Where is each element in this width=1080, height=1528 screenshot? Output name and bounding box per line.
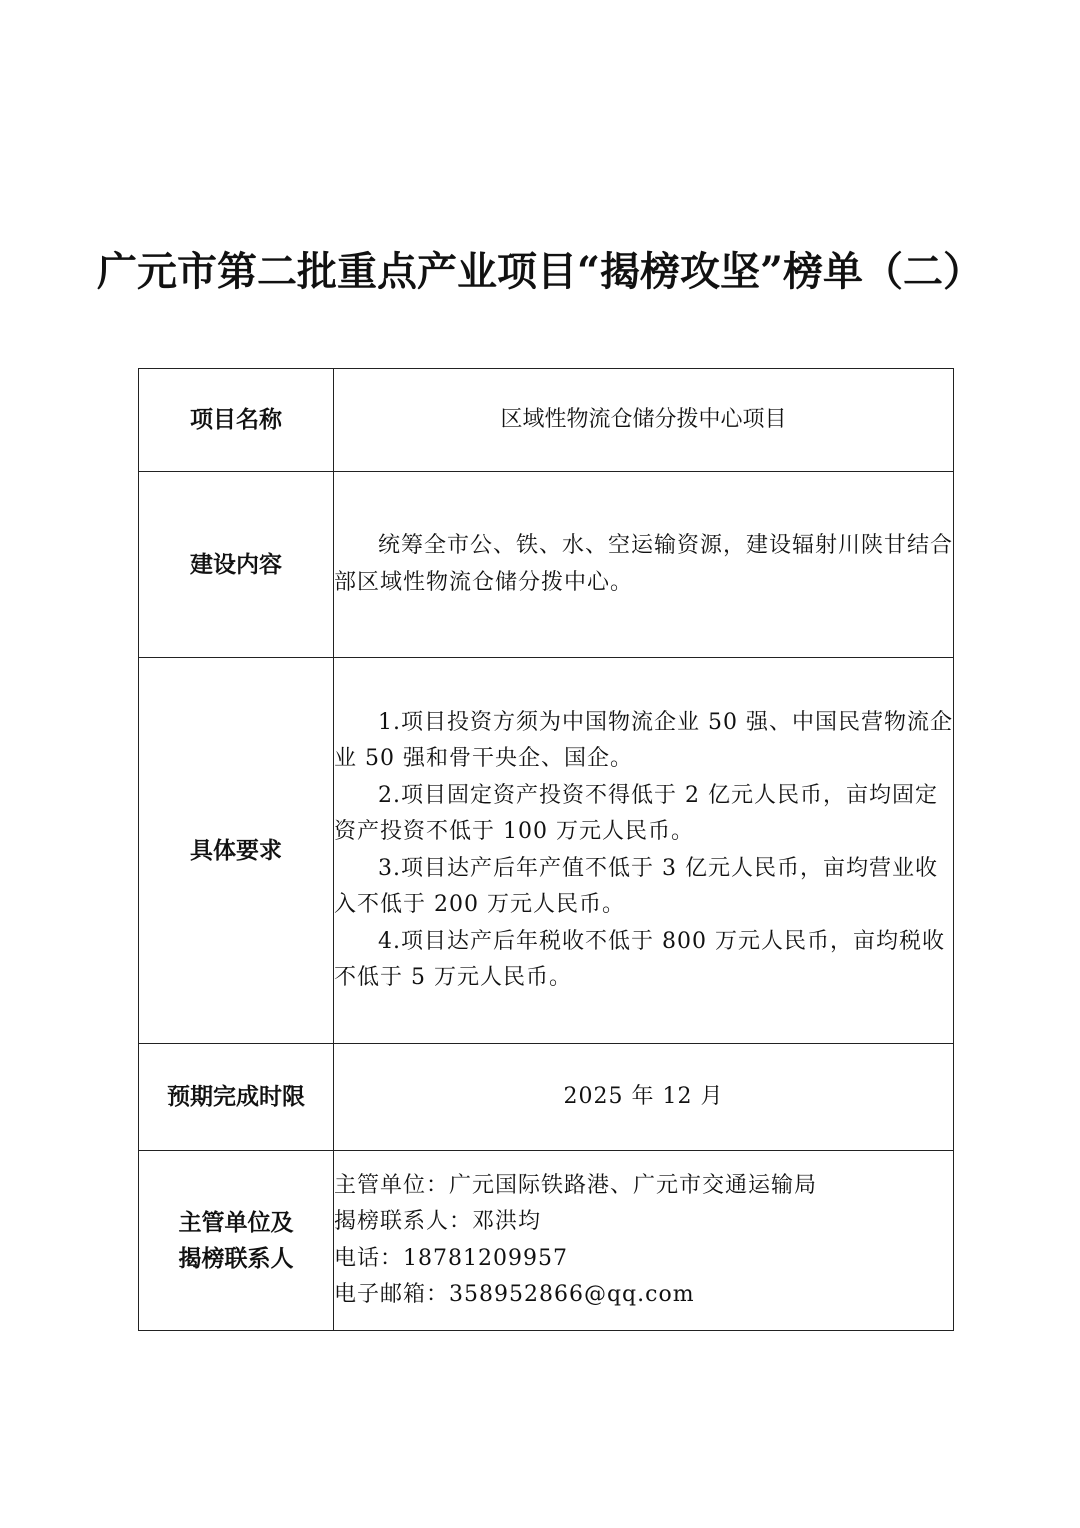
page-title: 广元市第二批重点产业项目“揭榜攻坚”榜单（二） [96, 248, 983, 295]
value-contact [334, 1151, 954, 1331]
label-requirements: 具体要求 [139, 658, 334, 1044]
requirement-item: 1.项目投资方须为中国物流企业 50 强、中国民营物流企业 50 强和骨干央企、国企。 [334, 709, 953, 771]
label-contact-line1: 主管单位及 [178, 1209, 294, 1236]
label-contact [139, 1151, 334, 1331]
contact-department: 主管单位：广元国际铁路港、广元市交通运输局 [334, 1172, 818, 1198]
value-requirements [334, 658, 954, 1044]
contact-person: 揭榜联系人：邓洪均 [334, 1209, 542, 1234]
row-project-name [139, 369, 954, 472]
value-deadline: 2025 年 12 月 [334, 1044, 954, 1151]
requirement-item: 4.项目达产后年税收不低于 800 万元人民币，亩均税收不低于 5 万元人民币。 [334, 928, 945, 990]
content-paragraph: 统筹全市公、铁、水、空运输资源，建设辐射川陕甘结合部区域性物流仓储分拨中心。 [334, 533, 954, 595]
row-requirements [139, 658, 954, 1044]
label-content: 建设内容 [139, 472, 334, 658]
row-contact [139, 1151, 954, 1331]
contact-phone: 电话：18781209957 [334, 1245, 568, 1271]
value-project-name: 区域性物流仓储分拨中心项目 [334, 369, 954, 472]
row-deadline [139, 1044, 954, 1151]
label-deadline: 预期完成时限 [139, 1044, 334, 1151]
label-project-name: 项目名称 [139, 369, 334, 472]
requirement-item: 3.项目达产后年产值不低于 3 亿元人民币，亩均营业收入不低于 200 万元人民币。 [334, 855, 938, 917]
project-table [138, 368, 954, 1331]
value-content [334, 472, 954, 658]
row-content [139, 472, 954, 658]
contact-email: 电子邮箱：358952866@qq.com [334, 1282, 695, 1307]
requirement-item: 2.项目固定资产投资不得低于 2 亿元人民币，亩均固定资产投资不低于 100 万元人民币。 [334, 782, 938, 844]
label-contact-line2: 揭榜联系人 [178, 1245, 294, 1272]
